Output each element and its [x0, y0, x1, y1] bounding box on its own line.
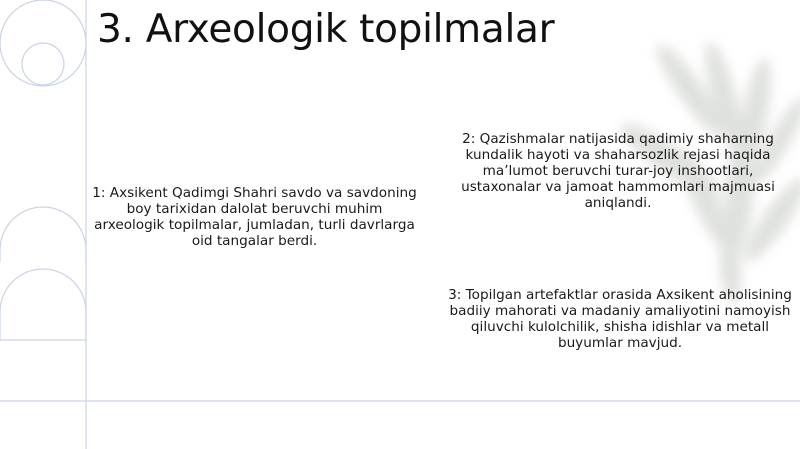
- point-1-text: 1: Axsikent Qadimgi Shahri savdo va savdoning boy tarixidan dalolat beruvchi muhim arxeologik topilmalar, jumladan, turli davrlarga oid tangalar berdi.: [92, 185, 417, 249]
- point-2-text: 2: Qazishmalar natijasida qadimiy shaharning kundalik hayoti va shaharsozlik rejasi haqida ma’lumot beruvchi turar-joy inshootlari, ustaxonalar va jamoat hammomlari majmuasi aniqlandi.: [461, 131, 775, 211]
- point-3-text: 3: Topilgan artefaktlar orasida Axsikent aholisining badiiy mahorati va madaniy amaliyotini namoyish qiluvchi kulolchilik, shisha idishlar va metall buyumlar mavjud.: [448, 287, 792, 351]
- slide-title: 3. Arxeologik topilmalar: [97, 7, 555, 52]
